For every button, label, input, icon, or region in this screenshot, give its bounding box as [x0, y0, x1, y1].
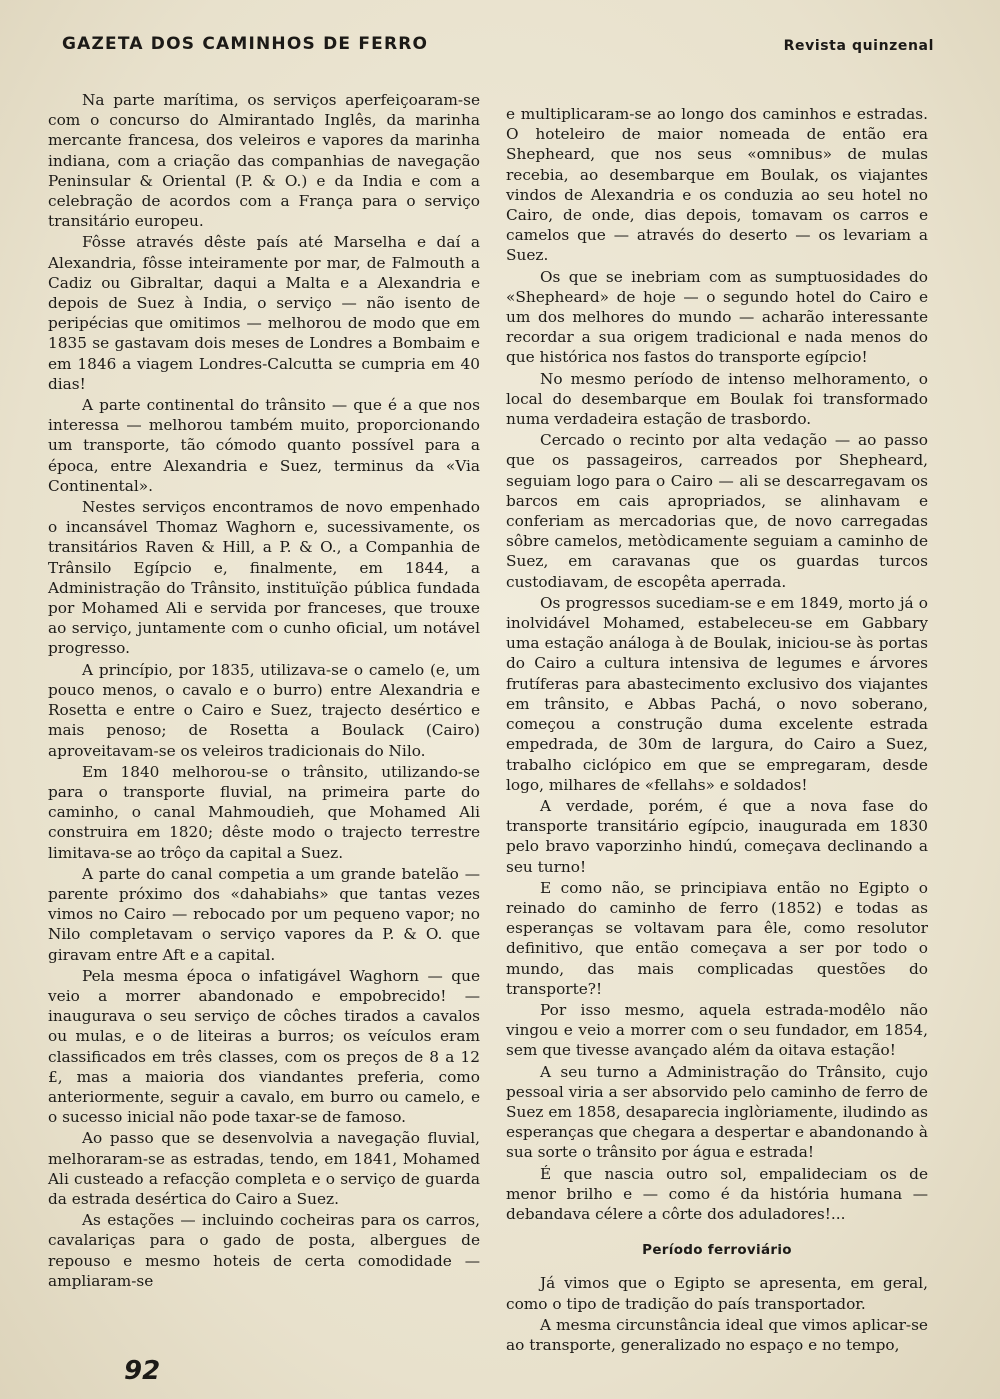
paragraph: Na parte marítima, os serviços aperfeiçoaram-se com o concurso do Almirantado Inglês, da marinha mercante francesa, dos veleiros e vapores da marinha indiana, com a criação das companhias de navegação Peninsular & Oriental (P. & O.) e da India e com a celebração de acordos com a França para o serviço transitário europeu. — [48, 91, 480, 231]
paragraph: Os progressos sucediam-se e em 1849, morto já o inolvidável Mohamed, estabeleceu-se em Gabbary uma estação análoga à de Boulak, iniciou-se às portas do Cairo a cultura intensiva de legumes e árvores frutíferas para abastecimento exclusivo dos viajantes em trânsito, e Abbas Pachá, o novo soberano, começou a construção duma excelente estrada empedrada, de 30m de largura, do Cairo a Suez, trabalho ciclópico em que se empregaram, desde logo, milhares de «fellahs» e soldados! — [506, 593, 928, 794]
paragraph: Pela mesma época o infatigável Waghorn — que veio a morrer abandonado e empobrecido! — inaugurava o seu serviço de côches tirados a cavalos ou mulas, e o de liteiras a burros; os veículos eram classificados em três classes, com os preços de 8 a 12 £, mas a maioria dos viandantes preferia, como anteriormente, seguir a cavalo, em burro ou camelo, e o sucesso inicial não pode taxar-se de famoso. — [48, 966, 480, 1127]
section-heading: Período ferroviário — [642, 1242, 792, 1259]
paragraph: É que nascia outro sol, empalideciam os de menor brilho e — como é da história humana — debandava célere a côrte dos aduladores!... — [506, 1164, 928, 1223]
paragraph: A seu turno a Administração do Trânsito, cujo pessoal viria a ser absorvido pelo caminho de ferro de Suez em 1858, desaparecia inglòriamente, iludindo as esperanças que chegara a despertar e abandonando à sua sorte o trânsito por água e estrada! — [506, 1062, 928, 1162]
paragraph: Os que se inebriam com as sumptuosidades do «Shepheard» de hoje — o segundo hotel do Cairo e um dos melhores do mundo — acharão interessante recordar a sua origem tradicional e nada menos do que histórica nos fastos do transporte egípcio! — [506, 267, 928, 367]
paragraph: e multiplicaram-se ao longo dos caminhos e estradas. O hoteleiro de maior nomeada de então era Shepheard, que nos seus «omnibus» de mulas recebia, ao desembarque em Boulak, os viajantes vindos de Alexandria e os conduzia ao seu hotel no Cairo, de onde, dias depois, tomavam os carros e camelos que — através do deserto — os levariam a Suez. — [506, 105, 928, 265]
paragraph: Ao passo que se desenvolvia a navegação fluvial, melhoraram-se as estradas, tendo, em 1841, Mohamed Ali custeado a refacção completa e o serviço de guarda da estrada desértica do Cairo a Suez. — [48, 1129, 480, 1208]
paragraph: Cercado o recinto por alta vedação — ao passo que os passageiros, carreados por Shepheard, seguiam logo para o Cairo — ali se descarregavam os barcos em cais apropriados, se alinhavam e conferiam as mercadorias que, de novo carregadas sôbre camelos, metòdicamente seguiam a caminho de Suez, em caravanas que os guardas turcos custodiavam, de escopêta aperrada. — [506, 431, 928, 591]
paragraph: E como não, se principiava então no Egipto o reinado do caminho de ferro (1852) e todas as esperanças se voltavam para êle, como resolutor definitivo, que então começava a ser por todo o mundo, das mais complicadas questões do transporte?! — [506, 878, 928, 998]
left-column — [48, 90, 480, 1292]
page-number: 92 — [124, 1356, 161, 1386]
paragraph: Nestes serviços encontramos de novo empenhado o incansável Thomaz Waghorn e, sucessivamente, os transitários Raven & Hill, a P. & O., a Companhia de Trânsilo Egípcio e, finalmente, em 1844, a Administração do Trânsito, instituïção pública fundada por Mohamed Ali e servida por franceses, que trouxe ao serviço, juntamente com o cunho oficial, um notável progresso. — [48, 498, 480, 658]
paragraph: No mesmo período de intenso melhoramento, o local do desembarque em Boulak foi transformado numa verdadeira estação de trasbordo. — [506, 369, 928, 429]
paragraph: A parte do canal competia a um grande batelão — parente próximo dos «dahabiahs» que tantas vezes vimos no Cairo — rebocado por um pequeno vapor; no Nilo completavam o serviço vapores da P. & O. que giravam entre Aft e a capital. — [48, 864, 480, 964]
right-column — [506, 104, 928, 1356]
paragraph: A mesma circunstância ideal que vimos aplicar-se ao transporte, generalizado no espaço e no tempo, — [506, 1315, 928, 1354]
paragraph: Em 1840 melhorou-se o trânsito, utilizando-se para o transporte fluvial, na primeira parte do caminho, o canal Mahmoudieh, que Mohamed Ali construira em 1820; dêste modo o trajecto terrestre limitava-se ao trôço da capital a Suez. — [48, 762, 480, 862]
page-header — [62, 34, 934, 58]
paragraph: A princípio, por 1835, utilizava-se o camelo (e, um pouco menos, o cavalo e o burro) entre Alexandria e Rosetta e entre o Cairo e Suez, trajecto desértico e mais penoso; de Rosetta a Boulack (Cairo) aproveitavam-se os veleiros tradicionais do Nilo. — [48, 660, 480, 760]
paragraph: Fôsse através dêste país até Marselha e daí a Alexandria, fôsse inteiramente por mar, de Falmouth a Cadiz ou Gibraltar, daqui a Malta e a Alexandria e depois de Suez à India, o serviço — não isento de peripécias que omitimos — melhorou de modo que em 1835 se gastavam dois meses de Londres a Bombaim e em 1846 a viagem Londres-Calcutta se cumpria em 40 dias! — [48, 233, 480, 393]
paragraph: Já vimos que o Egipto se apresenta, em geral, como o tipo de tradição do país transportador. — [506, 1274, 928, 1313]
paragraph: As estações — incluindo cocheiras para os carros, cavalariças para o gado de posta, albergues de repouso e mesmo hoteis de certa comodidade — ampliaram-se — [48, 1211, 480, 1290]
paragraph: Por isso mesmo, aquela estrada-modêlo não vingou e veio a morrer com o seu fundador, em 1854, sem que tivesse avançado além da oitava estação! — [506, 1000, 928, 1060]
paragraph: A parte continental do trânsito — que é a que nos interessa — melhorou também muito, proporcionando um transporte, tão cómodo quanto possível para a época, entre Alexandria e Suez, terminus da «Via Continental». — [48, 396, 480, 495]
paragraph: A verdade, porém, é que a nova fase do transporte transitário egípcio, inaugurada em 1830 pelo bravo vaporzinho hindú, começava declinando a seu turno! — [506, 796, 928, 876]
publication-subtitle: Revista quinzenal — [783, 38, 934, 54]
publication-title: GAZETA DOS CAMINHOS DE FERRO — [62, 34, 429, 54]
